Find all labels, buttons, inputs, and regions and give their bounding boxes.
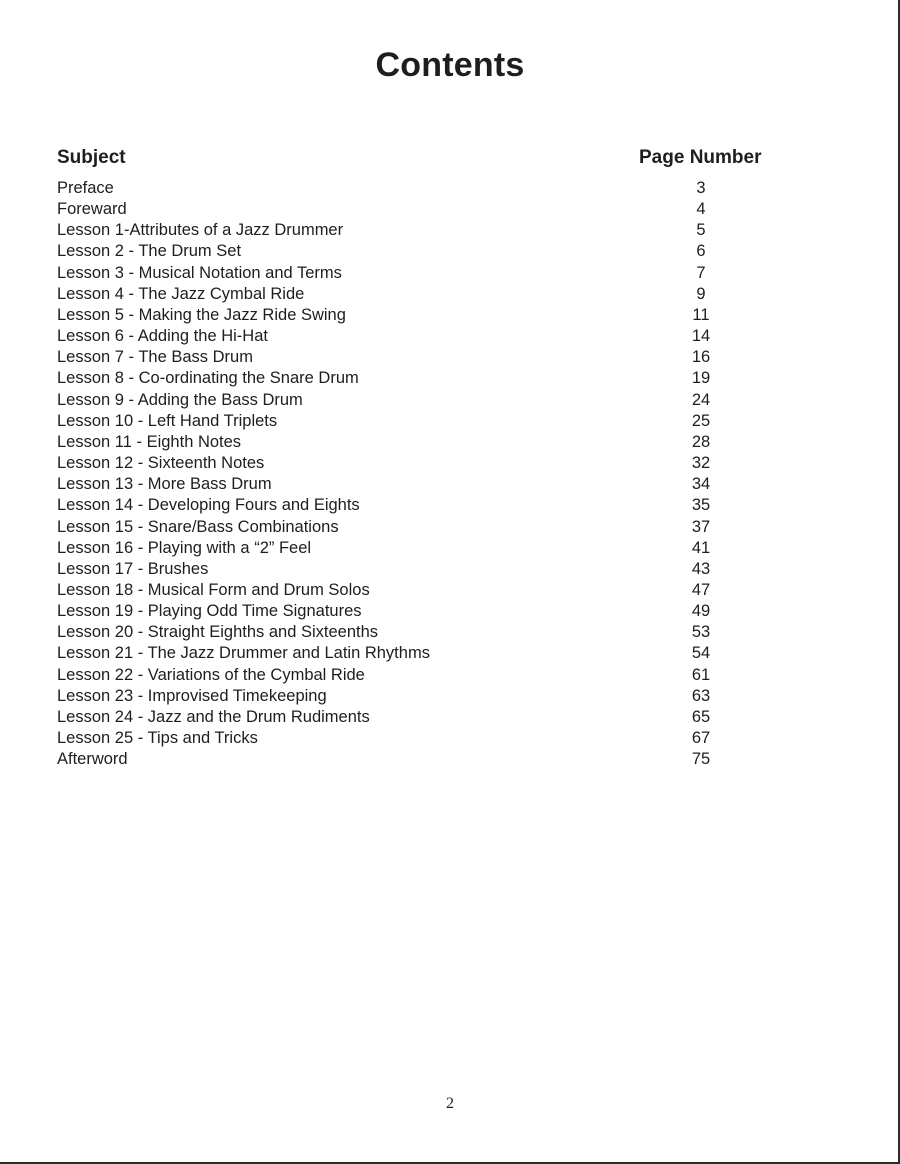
toc-entry — [0, 474, 900, 495]
toc-entry — [0, 686, 900, 707]
toc-entry-page: 3 — [696, 179, 706, 197]
toc-entry — [0, 263, 900, 284]
toc-entry-subject: Lesson 10 - Left Hand Triplets — [57, 411, 278, 430]
toc-entry-subject: Lesson 15 - Snare/Bass Combinations — [57, 517, 339, 536]
toc-entry-page: 75 — [691, 750, 711, 769]
toc-entry-page: 24 — [691, 390, 711, 409]
toc-entry — [0, 411, 900, 432]
toc-entry-subject: Lesson 11 - Eighth Notes — [57, 432, 242, 451]
toc-entry-subject: Lesson 25 - Tips and Tricks — [57, 729, 258, 748]
toc-entry-page: 32 — [691, 454, 711, 473]
toc-entry-subject: Lesson 7 - The Bass Drum — [57, 348, 253, 367]
toc-entry-subject: Foreward — [57, 200, 127, 219]
toc-entry — [0, 305, 900, 326]
toc-entry-page: 53 — [691, 623, 711, 642]
toc-entry-subject: Lesson 16 - Playing with a “2” Feel — [57, 538, 312, 557]
toc-entry-subject: Lesson 6 - Adding the Hi-Hat — [57, 327, 268, 346]
toc-entry — [0, 622, 900, 643]
toc-entry — [0, 517, 900, 538]
toc-entry-page: 41 — [691, 538, 711, 557]
toc-entry-page: 19 — [691, 369, 711, 388]
toc-entry-subject: Lesson 17 - Brushes — [57, 559, 209, 578]
toc-entry-page: 63 — [691, 686, 711, 705]
toc-entry-page: 16 — [691, 348, 711, 367]
toc-entry-page: 14 — [691, 327, 711, 346]
toc-entry-subject: Lesson 24 - Jazz and the Drum Rudiments — [57, 707, 370, 726]
toc-entry-subject: Lesson 14 - Developing Fours and Eights — [57, 496, 360, 515]
toc-entry — [0, 368, 900, 389]
toc-entry-subject: Lesson 22 - Variations of the Cymbal Ride — [57, 665, 365, 684]
toc-entry-page: 61 — [691, 665, 711, 684]
page-number-column-header: Page Number — [639, 147, 762, 168]
toc-entry — [0, 220, 900, 241]
toc-entry-page: 35 — [691, 496, 711, 515]
toc-entry — [0, 538, 900, 559]
toc-entry-page: 34 — [691, 475, 711, 494]
toc-entry-page: 37 — [691, 517, 711, 536]
toc-entry-page: 49 — [691, 602, 711, 621]
toc-entry-subject: Lesson 9 - Adding the Bass Drum — [57, 390, 303, 409]
toc-entry — [0, 495, 900, 516]
toc-entry — [0, 241, 900, 262]
toc-entry-subject: Lesson 19 - Playing Odd Time Signatures — [57, 602, 362, 621]
toc-entry-subject: Lesson 1-Attributes of a Jazz Drummer — [57, 221, 344, 240]
toc-entry-page: 25 — [691, 411, 711, 430]
toc-entry-subject: Lesson 3 - Musical Notation and Terms — [57, 263, 342, 282]
toc-entry-subject: Lesson 8 - Co-ordinating the Snare Drum — [57, 369, 359, 388]
toc-entry-page: 54 — [691, 644, 711, 663]
toc-entry-subject: Lesson 5 - Making the Jazz Ride Swing — [57, 305, 346, 324]
toc-entry — [0, 580, 900, 601]
toc-entry — [0, 601, 900, 622]
page-title: Contents — [375, 46, 525, 84]
toc-entry — [0, 728, 900, 749]
toc-entry — [0, 749, 900, 770]
toc-entry — [0, 284, 900, 305]
toc-entry — [0, 199, 900, 220]
toc-entry-subject: Lesson 18 - Musical Form and Drum Solos — [57, 580, 370, 599]
toc-entry — [0, 453, 900, 474]
toc-entry — [0, 559, 900, 580]
toc-entry-subject: Lesson 23 - Improvised Timekeeping — [57, 686, 327, 705]
toc-entry — [0, 390, 900, 411]
toc-entry-subject: Preface — [57, 179, 114, 197]
table-of-contents — [0, 178, 900, 770]
toc-entry-subject: Lesson 4 - The Jazz Cymbal Ride — [57, 284, 305, 303]
toc-entry-page: 28 — [691, 432, 711, 451]
toc-entry-page: 6 — [696, 242, 706, 261]
toc-entry-page: 47 — [691, 580, 711, 599]
toc-entry-page: 9 — [696, 284, 706, 303]
toc-entry-subject: Lesson 20 - Straight Eighths and Sixteenths — [57, 623, 379, 642]
toc-entry-subject: Lesson 2 - The Drum Set — [57, 242, 242, 261]
toc-entry — [0, 347, 900, 368]
toc-entry-page: 4 — [696, 200, 706, 219]
toc-entry-page: 65 — [691, 707, 711, 726]
toc-entry — [0, 643, 900, 664]
toc-entry-page: 7 — [696, 263, 706, 282]
subject-column-header: Subject — [57, 147, 126, 168]
toc-entry — [0, 707, 900, 728]
toc-entry-page: 67 — [691, 729, 711, 748]
toc-entry-subject: Lesson 21 - The Jazz Drummer and Latin Rhythms — [57, 644, 430, 663]
toc-entry-page: 43 — [691, 559, 711, 578]
toc-entry-page: 11 — [692, 305, 710, 324]
footer-page-number: 2 — [446, 1095, 454, 1112]
toc-entry-subject: Lesson 13 - More Bass Drum — [57, 475, 272, 494]
toc-entry-page: 5 — [696, 221, 706, 240]
toc-entry — [0, 665, 900, 686]
toc-entry-subject: Afterword — [57, 750, 128, 769]
toc-entry — [0, 178, 900, 199]
toc-entry-subject: Lesson 12 - Sixteenth Notes — [57, 454, 265, 473]
toc-entry — [0, 432, 900, 453]
toc-entry — [0, 326, 900, 347]
